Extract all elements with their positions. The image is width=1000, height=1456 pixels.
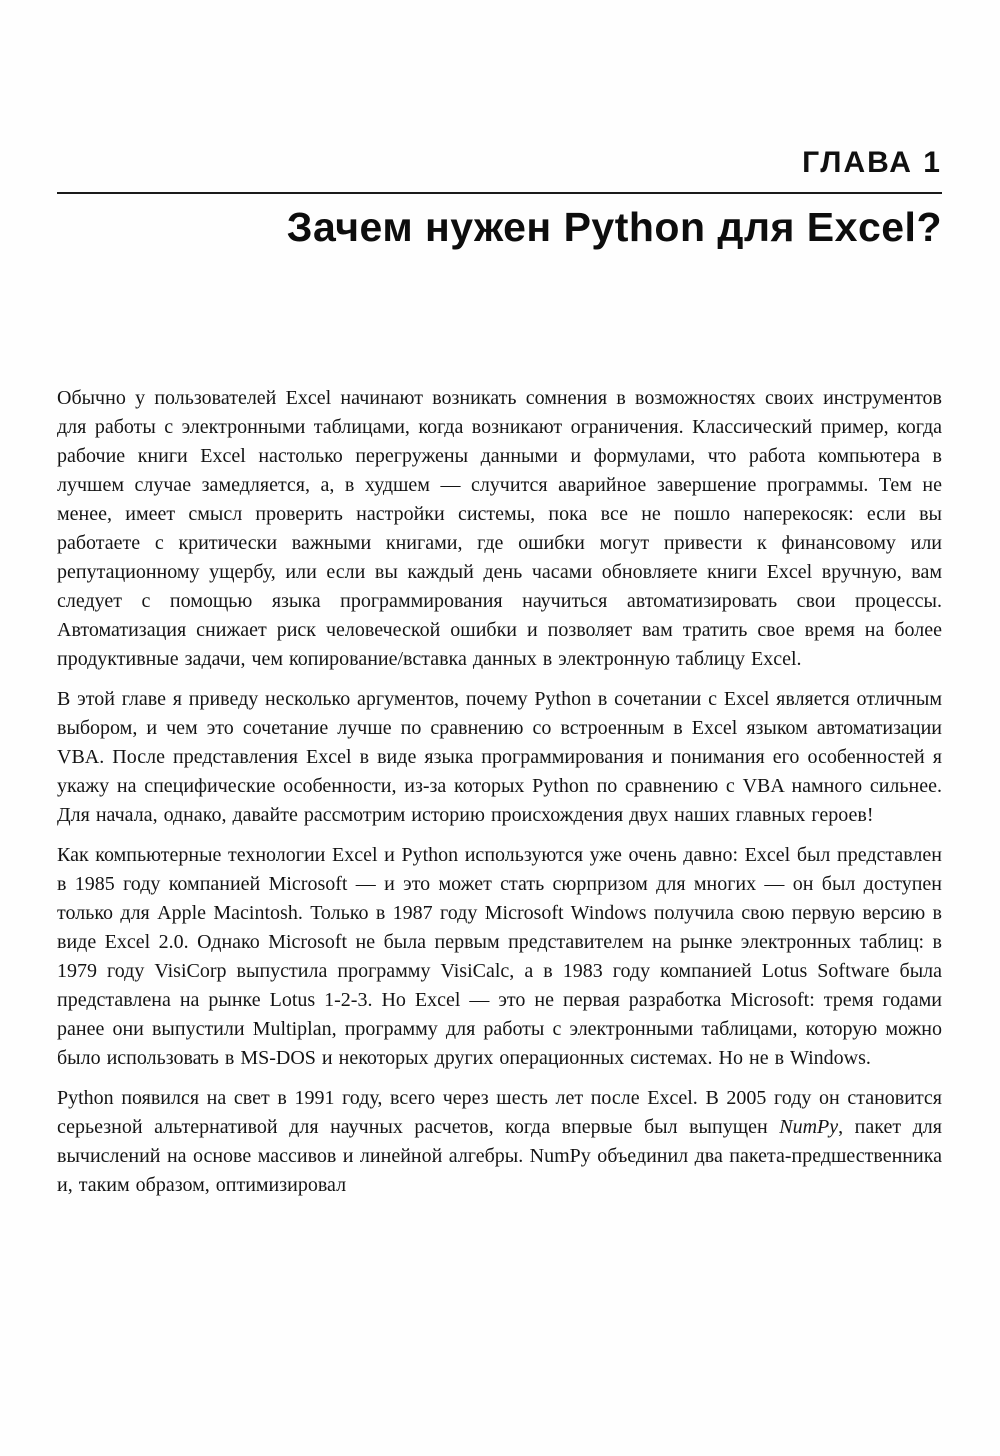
heading-divider	[57, 192, 942, 194]
body-text	[57, 384, 942, 1200]
paragraph-text: Python появился на свет в 1991 году, всего через шесть лет после Excel. В 2005 году он становится серьезной альтернативой для научных расчетов, когда впервые был выпущен	[57, 1087, 942, 1138]
paragraph: Как компьютерные технологии Excel и Python используются уже очень давно: Excel был представлен в 1985 году компанией Microsoft — и это может стать сюрпризом для многих — он был доступен только для Apple Macintosh. Только в 1987 году Microsoft Windows получила свою первую версию в виде Excel 2.0. Однако Microsoft не была первым представителем на рынке электронных таблиц: в 1979 году VisiCorp выпустила программу VisiCalc, а в 1983 году компанией Lotus Software была представлена на рынке Lotus 1-2-3. Но Excel — это не первая разработка Microsoft: тремя годами ранее они выпустили Multiplan, программу для работы с электронными таблицами, которую можно было использовать в MS-DOS и некоторых других операционных системах. Но не в Windows.	[57, 844, 942, 1069]
page-title: Зачем нужен Python для Excel?	[286, 204, 942, 250]
paragraph: Обычно у пользователей Excel начинают возникать сомнения в возможностях своих инструментов для работы с электронными таблицами, когда возникают ограничения. Классический пример, когда рабочие книги Excel настолько перегружены данными и формулами, что работа компьютера в лучшем случае замедляется, а, в худшем — случится аварийное завершение программы. Тем не менее, имеет смысл проверить настройки системы, пока все не пошло наперекосяк: если вы работаете с критически важными книгами, где ошибки могут привести к финансовому или репутационному ущербу, или если вы каждый день часами обновляете книги Excel вручную, вам следует с помощью языка программирования научиться автоматизировать свои процессы. Автоматизация снижает риск человеческой ошибки и позволяет вам тратить свое время на более продуктивные задачи, чем копирование/вставка данных в электронную таблицу Excel.	[57, 387, 942, 670]
italic-term-numpy: NumPy	[779, 1116, 839, 1138]
paragraph	[57, 1084, 942, 1200]
paragraph-text: , пакет для вычислений на основе массивов и линейной алгебры. NumPy объединил два пакета-предшественника и, таким образом, оптимизировал	[57, 1116, 942, 1196]
chapter-heading	[57, 146, 942, 180]
paragraph: В этой главе я приведу несколько аргументов, почему Python в сочетании с Excel является отличным выбором, и чем это сочетание лучше по сравнению со встроенным в Excel языком автоматизации VBA. После представления Excel в виде языка программирования и понимания его особенностей я укажу на специфические особенности, из-за которых Python по сравнению с VBA намного сильнее. Для начала, однако, давайте рассмотрим историю происхождения двух наших главных героев!	[57, 688, 942, 826]
chapter-label: ГЛАВА 1	[802, 146, 942, 179]
page-content	[57, 0, 942, 1200]
